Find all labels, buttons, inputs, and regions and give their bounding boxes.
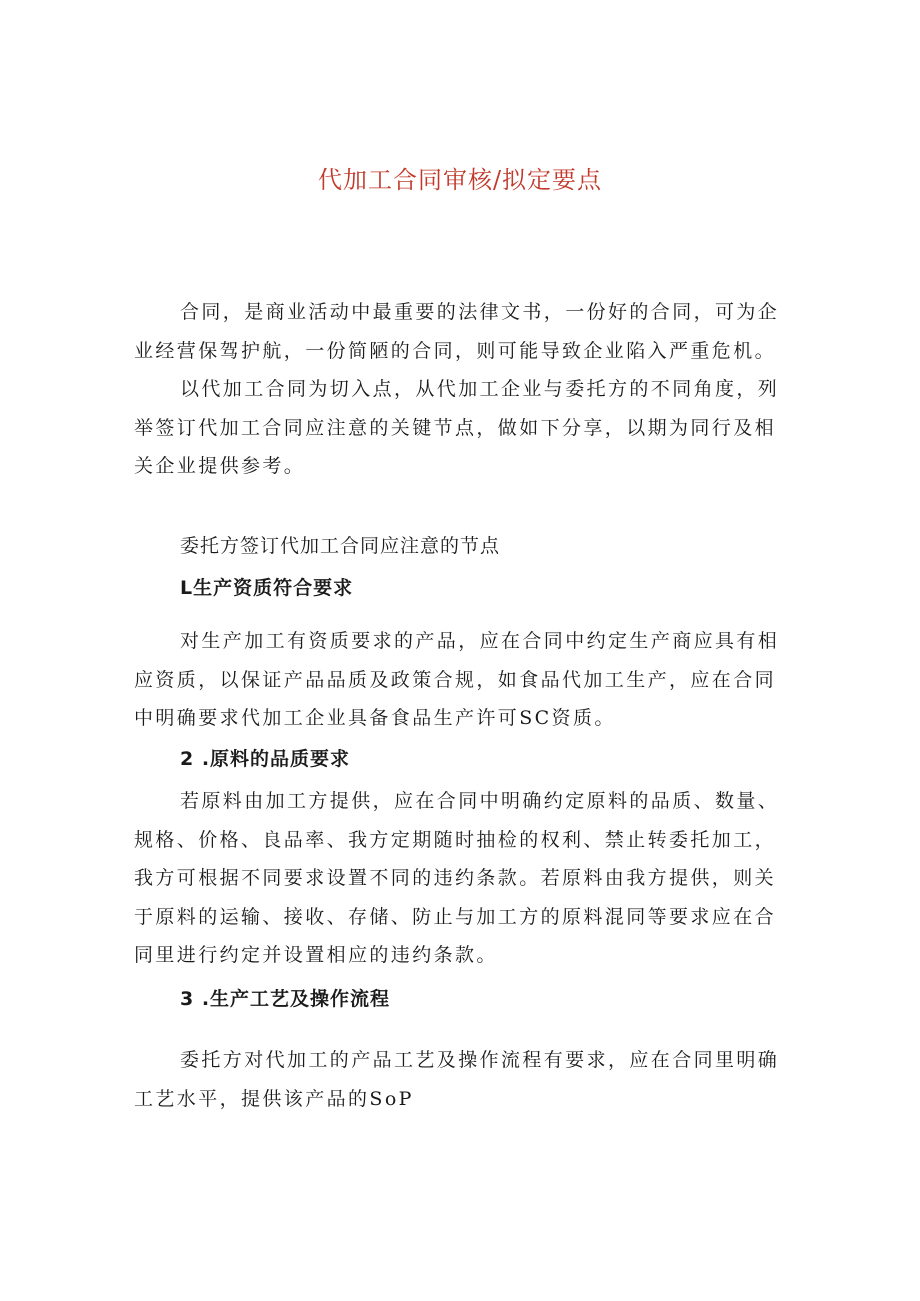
intro-paragraph-1: 合同，是商业活动中最重要的法律文书，一份好的合同，可为企业经营保驾护航，一份简陋的合同，则可能导致企业陷入严重危机。 [134,301,780,362]
item-3-body-block [134,1041,794,1118]
item-1-heading: L生产资质符合要求 [180,577,354,599]
intro-paragraph-2: 以代加工合同为切入点，从代加工企业与委托方的不同角度，列举签订代加工合同应注意的关键节点，做如下分享，以期为同行及相关企业提供参考。 [134,378,780,477]
item-1-body-block [134,622,794,738]
document-title: 代加工合同审核/拟定要点 [317,166,603,194]
item-2-body: 若原料由加工方提供，应在合同中明确约定原料的品质、数量、规格、价格、良品率、我方定期随时抽检的权利、禁止转委托加工，我方可根据不同要求设置不同的违约条款。若原料由我方提供，则关于原料的运输、接收、存储、防止与加工方的原料混同等要求应在合同里进行约定并设置相应的违约条款。 [134,790,780,966]
item-1-body: 对生产加工有资质要求的产品，应在合同中约定生产商应具有相应资质，以保证产品品质及政策合规，如食品代加工生产，应在合同中明确要求代加工企业具备食品生产许可SC资质。 [134,630,780,729]
item-3-body: 委托方对代加工的产品工艺及操作流程有要求，应在合同里明确工艺水平，提供该产品的SoP [134,1049,780,1110]
item-2-body-block [134,782,794,975]
section-heading: 委托方签订代加工合同应注意的节点 [180,535,501,557]
intro-section [134,293,794,486]
item-3-heading: 3 .生产工艺及操作流程 [180,988,391,1010]
item-2-heading: 2 .原料的品质要求 [180,748,351,770]
